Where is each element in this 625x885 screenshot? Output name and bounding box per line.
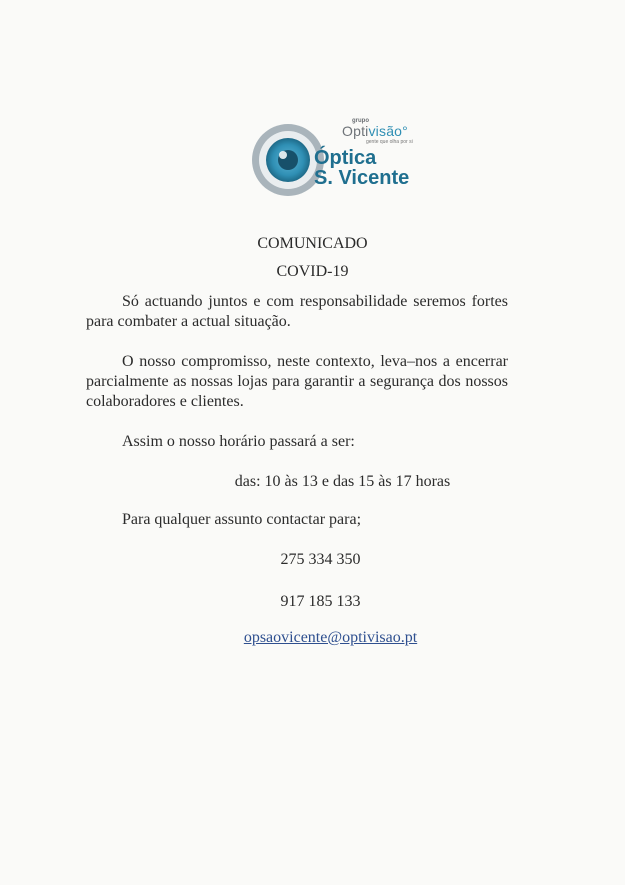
document-title: COMUNICADO (257, 235, 368, 252)
paragraph-2-line-2: parcialmente as nossas lojas para garantir a segurança dos nossos (86, 373, 508, 390)
opening-hours: das: 10 às 13 e das 15 às 17 horas (234, 473, 451, 490)
phone-number-1: 275 334 350 (280, 551, 361, 568)
contact-intro: Para qualquer assunto contactar para; (122, 511, 362, 528)
email-link[interactable]: opsaovicente@optivisao.pt (243, 629, 418, 646)
paragraph-1 (86, 292, 508, 332)
brand-name (342, 123, 408, 139)
phone-number-2: 917 185 133 (280, 593, 361, 610)
paragraph-2-line-1: O nosso compromisso, neste contexto, leva–nos a encerrar (122, 353, 508, 370)
brand-suffix: visão° (368, 123, 408, 139)
paragraph-3-line-1: Assim o nosso horário passará a ser: (122, 433, 355, 450)
store-name (314, 148, 454, 188)
paragraph-2-line-3: colaboradores e clientes. (86, 393, 244, 410)
brand-prefix: Opti (342, 123, 369, 139)
paragraph-2 (86, 352, 508, 412)
optica-s-vicente-logo (250, 118, 440, 204)
document-subtitle: COVID-19 (276, 263, 349, 280)
paragraph-1-line-1: Só actuando juntos e com responsabilidade seremos fortes (122, 293, 508, 310)
paragraph-1-line-2: para combater a actual situação. (86, 313, 291, 330)
group-label: grupo (352, 118, 369, 124)
brand-tagline: gente que olha por si (366, 139, 413, 145)
email-row (0, 628, 625, 648)
paragraph-3 (86, 432, 508, 452)
store-name-line2: S. Vicente (314, 167, 410, 189)
store-name-line1: Óptica (314, 147, 377, 169)
